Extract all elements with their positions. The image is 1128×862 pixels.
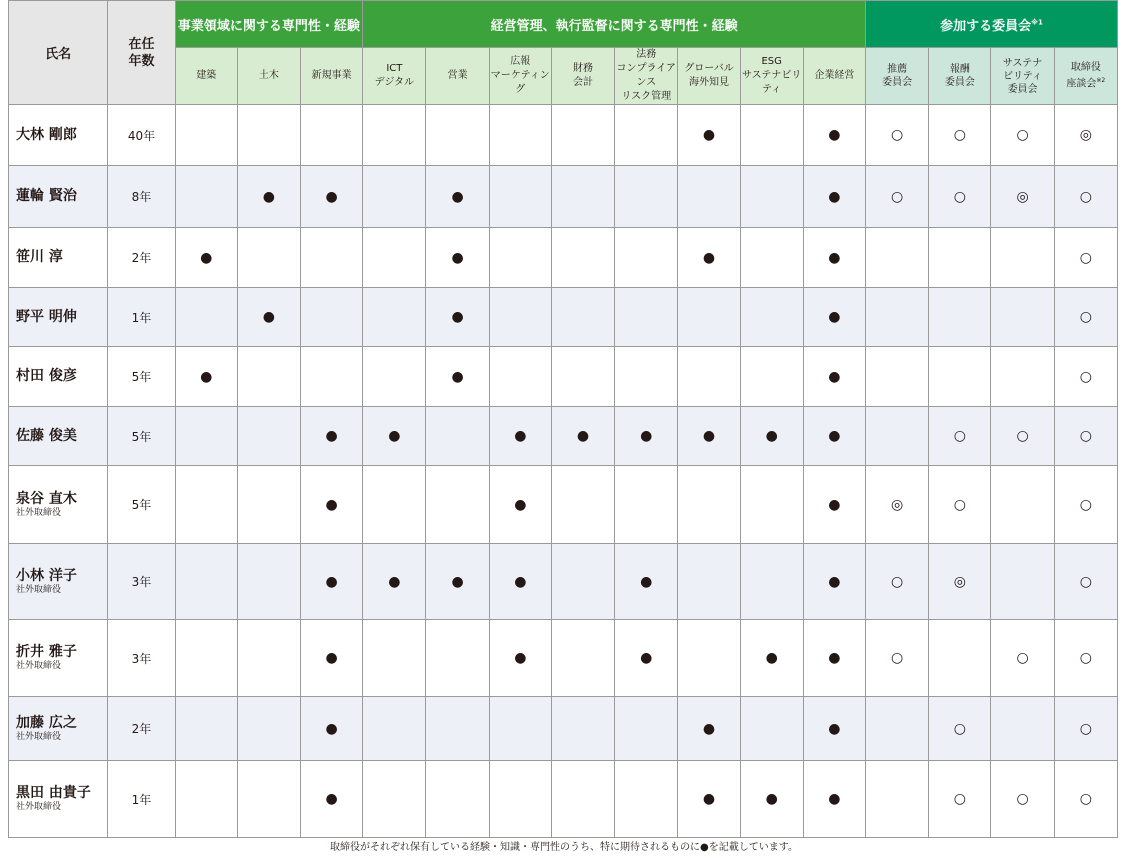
skill-cell bbox=[615, 697, 678, 761]
footnote: 取締役がそれぞれ保有している経験・知識・専門性のうち、特に期待されるものに●を記載しています。 bbox=[330, 842, 798, 853]
skill-cell bbox=[363, 105, 426, 166]
skill-header-1: 建築 bbox=[175, 48, 237, 105]
skill-cell bbox=[678, 347, 740, 407]
skill-cell bbox=[175, 761, 237, 838]
skill-cell bbox=[678, 288, 740, 347]
skill-header-11: 企業経営 bbox=[803, 48, 865, 105]
skill-cell bbox=[175, 466, 237, 544]
skill-header-9: グローバル 海外知見 bbox=[678, 48, 740, 105]
skill-cell bbox=[740, 544, 803, 620]
skill-cell bbox=[175, 407, 237, 466]
table-row bbox=[9, 761, 1118, 838]
skill-mark: ● bbox=[678, 761, 740, 838]
committee-mark: ○ bbox=[866, 544, 929, 620]
director-role: 社外取締役 bbox=[16, 507, 62, 518]
skill-mark: ● bbox=[363, 544, 426, 620]
committee-mark: ○ bbox=[1054, 407, 1117, 466]
director-name-cell bbox=[9, 407, 108, 466]
skill-mark: ● bbox=[803, 166, 865, 228]
committee-mark: ○ bbox=[1054, 288, 1117, 347]
skill-cell bbox=[489, 228, 551, 288]
skill-cell bbox=[489, 761, 551, 838]
skill-mark: ● bbox=[363, 407, 426, 466]
skill-mark: ● bbox=[426, 166, 489, 228]
skill-cell bbox=[489, 697, 551, 761]
skill-mark: ● bbox=[803, 407, 865, 466]
skill-mark: ● bbox=[301, 761, 363, 838]
skill-header-8: 法務 コンプライアンス リスク管理 bbox=[615, 48, 678, 105]
skill-cell bbox=[489, 347, 551, 407]
skill-cell bbox=[615, 288, 678, 347]
skill-mark: ● bbox=[678, 105, 740, 166]
skill-mark: ● bbox=[237, 288, 300, 347]
skill-mark: ● bbox=[426, 228, 489, 288]
director-name-cell bbox=[9, 347, 108, 407]
committee-mark: ○ bbox=[929, 407, 991, 466]
committees-group-header: 参加する委員会$^{※1}$ bbox=[866, 1, 1118, 48]
skill-cell bbox=[237, 105, 300, 166]
skill-mark: ● bbox=[803, 761, 865, 838]
skill-mark: ● bbox=[615, 544, 678, 620]
committee-header-3: サステナ ビリティ 委員会 bbox=[991, 48, 1054, 105]
skill-header-3: 新規事業 bbox=[301, 48, 363, 105]
skill-mark: ● bbox=[615, 620, 678, 697]
director-name: 野平 明伸 bbox=[16, 308, 77, 325]
skill-cell bbox=[426, 105, 489, 166]
skill-cell bbox=[237, 228, 300, 288]
committee-mark: ○ bbox=[991, 761, 1054, 838]
skill-cell bbox=[615, 761, 678, 838]
skill-mark: ● bbox=[803, 620, 865, 697]
committee-cell bbox=[991, 288, 1054, 347]
skill-cell bbox=[363, 288, 426, 347]
skill-mark: ● bbox=[740, 407, 803, 466]
director-role: 社外取締役 bbox=[16, 802, 62, 812]
skill-cell bbox=[175, 620, 237, 697]
skill-cell bbox=[237, 544, 300, 620]
tenure-years-cell: 5年 bbox=[108, 466, 175, 544]
skill-mark: ● bbox=[175, 228, 237, 288]
committee-mark: ○ bbox=[1054, 347, 1117, 407]
skill-cell bbox=[175, 105, 237, 166]
skill-cell bbox=[363, 466, 426, 544]
skill-cell bbox=[551, 697, 614, 761]
skill-cell bbox=[551, 288, 614, 347]
skill-cell bbox=[175, 544, 237, 620]
skill-mark: ● bbox=[803, 697, 865, 761]
skill-cell bbox=[363, 228, 426, 288]
skill-cell bbox=[551, 761, 614, 838]
director-name-cell bbox=[9, 228, 108, 288]
skill-mark: ● bbox=[551, 407, 614, 466]
committee-cell bbox=[866, 347, 929, 407]
skill-header-2: 土木 bbox=[237, 48, 300, 105]
committee-cell bbox=[929, 228, 991, 288]
skill-cell bbox=[489, 288, 551, 347]
skill-cell bbox=[426, 761, 489, 838]
skill-cell bbox=[237, 761, 300, 838]
committee-mark: ◎ bbox=[929, 544, 991, 620]
committee-mark: ○ bbox=[991, 407, 1054, 466]
committee-mark: ○ bbox=[1054, 620, 1117, 697]
tenure-years-cell: 5年 bbox=[108, 347, 175, 407]
director-name: 蓮輪 賢治 bbox=[16, 188, 77, 204]
committee-mark: ○ bbox=[866, 105, 929, 166]
table-row bbox=[9, 697, 1118, 761]
skill-cell bbox=[740, 347, 803, 407]
committee-mark: ○ bbox=[1054, 697, 1117, 761]
committee-cell bbox=[866, 761, 929, 838]
skill-cell bbox=[237, 620, 300, 697]
skill-mark: ● bbox=[489, 466, 551, 544]
skill-cell bbox=[301, 347, 363, 407]
skill-mark: ● bbox=[803, 544, 865, 620]
table-row bbox=[9, 466, 1118, 544]
skill-cell bbox=[678, 620, 740, 697]
skill-cell bbox=[551, 544, 614, 620]
committee-mark: ○ bbox=[929, 166, 991, 228]
committee-mark: ○ bbox=[866, 166, 929, 228]
years-label: 在任 年数 bbox=[128, 36, 155, 69]
committee-cell bbox=[991, 228, 1054, 288]
skill-mark: ● bbox=[740, 620, 803, 697]
skill-cell bbox=[301, 288, 363, 347]
skill-cell bbox=[740, 288, 803, 347]
director-name: 黒田 由貴子 bbox=[16, 785, 91, 801]
skill-cell bbox=[615, 105, 678, 166]
skill-mark: ● bbox=[301, 166, 363, 228]
skill-cell bbox=[363, 347, 426, 407]
skill-cell bbox=[740, 166, 803, 228]
table-row bbox=[9, 105, 1118, 166]
committee-cell bbox=[991, 697, 1054, 761]
table-row bbox=[9, 620, 1118, 697]
skill-mark: ● bbox=[301, 544, 363, 620]
skill-cell bbox=[237, 466, 300, 544]
skill-cell bbox=[678, 466, 740, 544]
skill-cell bbox=[740, 228, 803, 288]
committee-header-2: 報酬 委員会 bbox=[929, 48, 991, 105]
skill-cell bbox=[175, 288, 237, 347]
committee-mark: ○ bbox=[929, 105, 991, 166]
skill-matrix-table bbox=[8, 0, 1118, 838]
committee-cell bbox=[991, 347, 1054, 407]
skill-header-10: ESG サステナビリティ bbox=[740, 48, 803, 105]
skill-mark: ● bbox=[237, 166, 300, 228]
skill-mark: ● bbox=[301, 620, 363, 697]
skill-header-7: 財務 会計 bbox=[551, 48, 614, 105]
tenure-years-cell: 8年 bbox=[108, 166, 175, 228]
director-name: 佐藤 俊美 bbox=[16, 427, 77, 444]
director-name-cell bbox=[9, 166, 108, 228]
committee-header-4: 取締役 座談会$^{※2}$ bbox=[1054, 48, 1117, 105]
committee-mark: ○ bbox=[929, 697, 991, 761]
skill-cell bbox=[551, 466, 614, 544]
committees-note: ※1 bbox=[1031, 18, 1043, 27]
skill-cell bbox=[615, 228, 678, 288]
years-column-header bbox=[108, 1, 175, 105]
committee-cell bbox=[929, 620, 991, 697]
committee-mark: ○ bbox=[1054, 544, 1117, 620]
skill-mark: ● bbox=[489, 620, 551, 697]
director-role: 社外取締役 bbox=[16, 661, 62, 671]
committee-mark: ○ bbox=[929, 761, 991, 838]
skill-cell bbox=[615, 466, 678, 544]
tenure-years-cell: 1年 bbox=[108, 288, 175, 347]
director-role: 社外取締役 bbox=[16, 731, 62, 742]
skill-mark: ● bbox=[803, 288, 865, 347]
skill-mark: ● bbox=[301, 697, 363, 761]
committee-mark: ◎ bbox=[1054, 105, 1117, 166]
skill-mark: ● bbox=[489, 544, 551, 620]
skill-cell bbox=[740, 105, 803, 166]
skill-mark: ● bbox=[678, 697, 740, 761]
committee-mark: ○ bbox=[929, 466, 991, 544]
skill-cell bbox=[678, 166, 740, 228]
tenure-years-cell: 3年 bbox=[108, 620, 175, 697]
committee-cell bbox=[866, 697, 929, 761]
tenure-years-cell: 1年 bbox=[108, 761, 175, 838]
skill-cell bbox=[740, 697, 803, 761]
skill-mark: ● bbox=[678, 407, 740, 466]
director-name: 泉谷 直木 bbox=[16, 490, 77, 507]
director-name-cell bbox=[9, 466, 108, 544]
director-name-cell bbox=[9, 105, 108, 166]
committee-mark: ◎ bbox=[866, 466, 929, 544]
skill-mark: ● bbox=[301, 466, 363, 544]
skill-mark: ● bbox=[678, 228, 740, 288]
director-name-cell bbox=[9, 761, 108, 838]
committee-mark: ○ bbox=[991, 105, 1054, 166]
table-row bbox=[9, 544, 1118, 620]
director-name-cell bbox=[9, 620, 108, 697]
director-name-cell bbox=[9, 697, 108, 761]
skill-cell bbox=[363, 166, 426, 228]
committee-cell bbox=[866, 407, 929, 466]
committee-cell bbox=[991, 544, 1054, 620]
tenure-years-cell: 40年 bbox=[108, 105, 175, 166]
skill-cell bbox=[301, 228, 363, 288]
skill-cell bbox=[426, 620, 489, 697]
skill-header-4: ICT デジタル bbox=[363, 48, 426, 105]
skill-mark: ● bbox=[426, 544, 489, 620]
skill-mark: ● bbox=[426, 347, 489, 407]
committee-cell bbox=[866, 228, 929, 288]
skill-mark: ● bbox=[615, 407, 678, 466]
committee-cell bbox=[929, 288, 991, 347]
table-row bbox=[9, 228, 1118, 288]
director-name: 小林 洋子 bbox=[16, 567, 77, 584]
skill-cell bbox=[551, 347, 614, 407]
committee-mark: ○ bbox=[1054, 466, 1117, 544]
skill-mark: ● bbox=[740, 761, 803, 838]
skill-cell bbox=[615, 347, 678, 407]
skill-cell bbox=[551, 620, 614, 697]
skill-cell bbox=[426, 466, 489, 544]
skill-cell bbox=[551, 166, 614, 228]
tenure-years-cell: 2年 bbox=[108, 228, 175, 288]
skill-cell bbox=[615, 166, 678, 228]
committee-mark: ○ bbox=[1054, 761, 1117, 838]
tenure-years-cell: 5年 bbox=[108, 407, 175, 466]
tenure-years-cell: 3年 bbox=[108, 544, 175, 620]
table-row bbox=[9, 288, 1118, 347]
table-row bbox=[9, 407, 1118, 466]
director-name: 折井 雅子 bbox=[16, 644, 77, 660]
director-name: 笹川 淳 bbox=[16, 249, 63, 265]
skill-mark: ● bbox=[175, 347, 237, 407]
skill-cell bbox=[175, 166, 237, 228]
skill-cell bbox=[678, 544, 740, 620]
skill-cell bbox=[426, 407, 489, 466]
tenure-years-cell: 2年 bbox=[108, 697, 175, 761]
director-name: 村田 俊彦 bbox=[16, 368, 77, 384]
skill-cell bbox=[426, 697, 489, 761]
director-name-cell bbox=[9, 288, 108, 347]
table-row bbox=[9, 347, 1118, 407]
director-name: 加藤 広之 bbox=[16, 714, 77, 731]
skill-mark: ● bbox=[426, 288, 489, 347]
committee-mark: ○ bbox=[866, 620, 929, 697]
name-column-header: 氏名 bbox=[9, 1, 108, 105]
skill-mark: ● bbox=[301, 407, 363, 466]
skill-mark: ● bbox=[803, 228, 865, 288]
committee-mark: ◎ bbox=[991, 166, 1054, 228]
committee-cell bbox=[866, 288, 929, 347]
skill-cell bbox=[551, 105, 614, 166]
committee-header-note: ※2 bbox=[1096, 77, 1106, 85]
skill-cell bbox=[363, 761, 426, 838]
committee-cell bbox=[991, 466, 1054, 544]
skill-header-5: 営業 bbox=[426, 48, 489, 105]
skill-cell bbox=[301, 105, 363, 166]
committee-cell bbox=[929, 347, 991, 407]
management-expertise-group-header: 経営管理、執行監督に関する専門性・経験 bbox=[363, 1, 866, 48]
skill-cell bbox=[489, 166, 551, 228]
skill-header-6: 広報 マーケティング bbox=[489, 48, 551, 105]
director-name: 大林 剛郎 bbox=[16, 126, 77, 143]
committee-mark: ○ bbox=[1054, 166, 1117, 228]
business-expertise-group-header: 事業領域に関する専門性・経験 bbox=[175, 1, 363, 48]
skill-mark: ● bbox=[803, 105, 865, 166]
skill-cell bbox=[551, 228, 614, 288]
committee-mark: ○ bbox=[1054, 228, 1117, 288]
skill-cell bbox=[740, 466, 803, 544]
committee-mark: ○ bbox=[991, 620, 1054, 697]
skill-cell bbox=[237, 347, 300, 407]
committee-header-1: 推薦 委員会 bbox=[866, 48, 929, 105]
table-row bbox=[9, 166, 1118, 228]
skill-cell bbox=[237, 697, 300, 761]
skill-cell bbox=[175, 697, 237, 761]
director-name-cell bbox=[9, 544, 108, 620]
skill-mark: ● bbox=[803, 466, 865, 544]
skill-mark: ● bbox=[803, 347, 865, 407]
director-role: 社外取締役 bbox=[16, 584, 62, 595]
skill-cell bbox=[363, 620, 426, 697]
skill-cell bbox=[489, 105, 551, 166]
skill-cell bbox=[237, 407, 300, 466]
skill-mark: ● bbox=[489, 407, 551, 466]
skill-cell bbox=[363, 697, 426, 761]
